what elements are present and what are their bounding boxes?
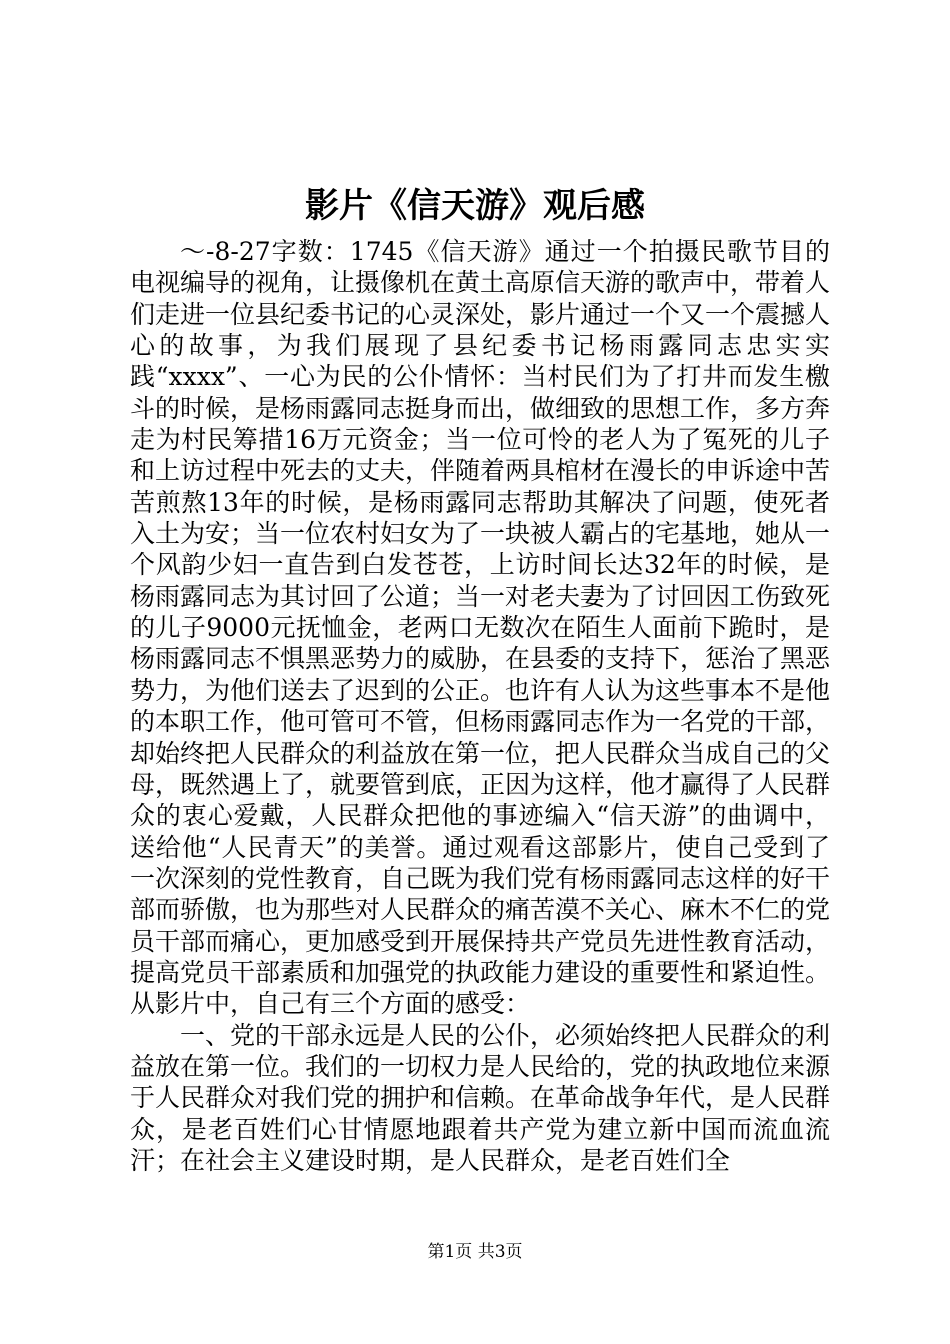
page-title: 影片《信天游》观后感 (305, 186, 645, 226)
document-body (130, 236, 830, 1176)
paragraph-intro: ～-8-27字数：1745《信天游》通过一个拍摄民歌节目的电视编导的视角，让摄像机在黄土高原信天游的歌声中，带着人们走进一位县纪委书记的心灵深处，影片通过一个又一个震撼人心的故事，为我们展现了县纪委书记杨雨露同志忠实实践“xxxx”、一心为民的公仆情怀：当村民们为了打井而发生檄斗的时候，是杨雨露同志挺身而出，做细致的思想工作，多方奔走为村民筹措16万元资金；当一位可怜的老人为了冤死的儿子和上访过程中死去的丈夫，伴随着两具棺材在漫长的申诉途中苦苦煎熬13年的时候，是杨雨露同志帮助其解决了问题，使死者入土为安；当一位农村妇女为了一块被人霸占的宅基地，她从一个风韵少妇一直告到白发苍苍，上访时间长达32年的时候，是杨雨露同志为其讨回了公道；当一对老夫妻为了讨回因工伤致死的儿子9000元抚恤金，老两口无数次在陌生人面前下跪时，是杨雨露同志不惧黑恶势力的威胁，在县委的支持下，惩治了黑恶势力，为他们送去了迟到的公正。也许有人认为这些事本不是他的本职工作，他可管可不管，但杨雨露同志作为一名党的干部，却始终把人民群众的利益放在第一位，把人民群众当成自己的父母，既然遇上了，就要管到底，正因为这样，他才赢得了人民群众的衷心爱戴，人民群众把他的事迹编入“信天游”的曲调中，送给他“人民青天”的美誉。通过观看这部影片，使自己受到了一次深刻的党性教育，自己既为我们党有杨雨露同志这样的好干部而骄傲，也为那些对人民群众的痛苦漠不关心、麻木不仁的党员干部而痛心，更加感受到开展保持共产党员先进性教育活动，提高党员干部素质和加强党的执政能力建设的重要性和紧迫性。从影片中，自己有三个方面的感受： (130, 237, 831, 1019)
page-number: 第1页 共3页 (427, 1242, 523, 1262)
paragraph-point-one: 一、党的干部永远是人民的公仆，必须始终把人民群众的利益放在第一位。我们的一切权力是人民给的，党的执政地位来源于人民群众对我们党的拥护和信赖。在革命战争年代，是人民群众，是老百姓们心甘情愿地跟着共产党为建立新中国而流血流汗；在社会主义建设时期，是人民群众，是老百姓们全 (130, 1020, 831, 1175)
